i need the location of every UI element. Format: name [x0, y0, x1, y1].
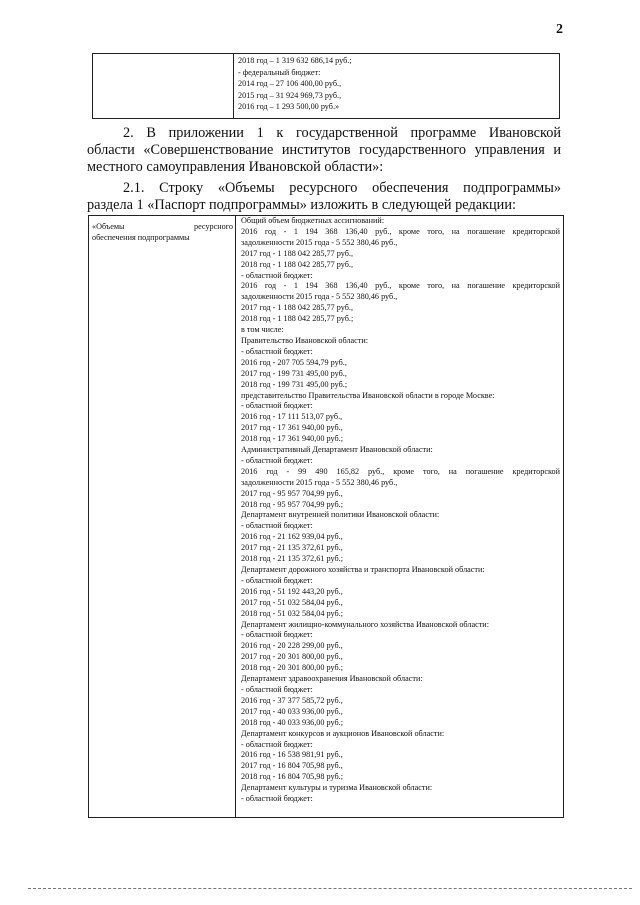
top-table-line: 2015 год – 31 924 969,73 руб.,	[238, 90, 342, 100]
paragraph-amendment-2	[87, 125, 561, 176]
budget-line: 2018 год - 1 188 042 285,77 руб.,	[241, 259, 354, 269]
paragraph-line: области «Совершенствование институтов государственного управления и	[87, 142, 561, 158]
budget-line: 2016 год - 99 490 165,82 руб., кроме того, на погашение кредиторской	[241, 466, 560, 476]
page-number: 2	[556, 22, 563, 37]
paragraph-line: 2.1. Строку «Объемы ресурсного обеспечения подпрограммы»	[123, 180, 561, 196]
budget-line: - областной бюджет:	[241, 521, 313, 531]
resource-label-cell	[89, 216, 236, 818]
budget-line: 2016 год - 20 228 299,00 руб.,	[241, 641, 343, 651]
budget-line: 2017 год - 51 032 584,04 руб.,	[241, 597, 343, 607]
budget-line: задолженности 2015 года - 5 552 380,46 руб.,	[241, 477, 398, 487]
budget-line: 2016 год - 1 194 368 136,40 руб., кроме того, на погашение кредиторской	[241, 226, 560, 236]
footer-scan-line	[28, 888, 632, 889]
budget-line: 2017 год - 21 135 372,61 руб.,	[241, 543, 343, 553]
resource-label-line1	[92, 221, 233, 232]
budget-line: Департамент внутренней политики Ивановской области:	[241, 510, 440, 520]
resource-content-cell	[236, 216, 564, 818]
budget-line: 2016 год - 51 192 443,20 руб.,	[241, 586, 343, 596]
budget-line: 2016 год - 21 162 939,04 руб.,	[241, 532, 343, 542]
budget-line: Общий объем бюджетных ассигнований:	[241, 216, 385, 225]
budget-line: 2018 год - 20 301 800,00 руб.;	[241, 663, 344, 673]
budget-line: 2017 год - 16 804 705,98 руб.,	[241, 761, 343, 771]
budget-line: задолженности 2015 года - 5 552 380,46 руб.,	[241, 292, 398, 302]
budget-line: Департамент конкурсов и аукционов Ивановской области:	[241, 728, 445, 738]
paragraph-amendment-2-1	[87, 180, 561, 214]
budget-line: - областной бюджет:	[241, 455, 313, 465]
budget-line: - областной бюджет:	[241, 346, 313, 356]
top-table-line: 2016 год – 1 293 500,00 руб.»	[238, 102, 340, 112]
budget-line: 2018 год - 21 135 372,61 руб.;	[241, 554, 344, 564]
budget-line: 2017 год - 20 301 800,00 руб.,	[241, 652, 343, 662]
budget-line: - областной бюджет:	[241, 684, 313, 694]
budget-line: Правительство Ивановской области:	[241, 335, 369, 345]
top-table-line: 2018 год – 1 319 632 686,14 руб.;	[238, 56, 352, 65]
budget-line: 2017 год - 95 957 704,99 руб.,	[241, 488, 343, 498]
budget-line: в том числе:	[241, 325, 284, 335]
budget-line: 2017 год - 1 188 042 285,77 руб.,	[241, 248, 354, 258]
resource-label-word: ресурсного	[193, 222, 233, 231]
budget-line: Департамент культуры и туризма Ивановской области:	[241, 783, 433, 793]
budget-line: 2016 год - 207 705 594,79 руб.,	[241, 357, 347, 367]
budget-line: 2018 год - 199 731 495,00 руб.;	[241, 379, 348, 389]
budget-line: 2016 год - 1 194 368 136,40 руб., кроме того, на погашение кредиторской	[241, 281, 560, 291]
budget-line: 2018 год - 40 033 936,00 руб.;	[241, 717, 344, 727]
budget-line: Департамент дорожного хозяйства и транспорта Ивановской области:	[241, 565, 485, 574]
top-table-line: 2014 год – 27 106 400,00 руб.,	[238, 79, 342, 89]
budget-line: 2016 год - 17 111 513,07 руб.,	[241, 412, 343, 422]
budget-line: 2016 год - 16 538 981,91 руб.,	[241, 750, 343, 760]
top-continuation-table	[92, 53, 560, 119]
budget-line: представительство Правительства Ивановской области в городе Москве:	[241, 390, 495, 400]
top-table-line: - федеральный бюджет:	[238, 67, 321, 77]
budget-line: 2017 год - 40 033 936,00 руб.,	[241, 706, 343, 716]
budget-line: задолженности 2015 года - 5 552 380,46 руб.,	[241, 237, 398, 247]
paragraph-line: местного самоуправления Ивановской области»:	[87, 159, 384, 175]
budget-line: 2017 год - 199 731 495,00 руб.,	[241, 368, 347, 378]
budget-line: 2018 год - 95 957 704,99 руб.;	[241, 499, 344, 509]
budget-line: - областной бюджет:	[241, 739, 313, 749]
top-table-label-cell	[93, 54, 234, 119]
budget-line: 2018 год - 1 188 042 285,77 руб.;	[241, 314, 354, 324]
budget-line: - областной бюджет:	[241, 401, 313, 411]
budget-line: 2016 год - 37 377 585,72 руб.,	[241, 695, 343, 705]
budget-line: - областной бюджет:	[241, 270, 313, 280]
budget-line: 2018 год - 16 804 705,98 руб.;	[241, 772, 344, 782]
resource-provision-table	[88, 215, 564, 818]
paragraph-line: раздела 1 «Паспорт подпрограммы» изложить в следующей редакции:	[87, 197, 516, 213]
paragraph-line: 2. В приложении 1 к государственной программе Ивановской	[123, 125, 561, 141]
budget-line: - областной бюджет:	[241, 575, 313, 585]
budget-line: Департамент жилищно-коммунального хозяйства Ивановской области:	[241, 619, 489, 629]
budget-line: 2018 год - 51 032 584,04 руб.;	[241, 608, 344, 618]
top-table-content-cell	[234, 54, 560, 119]
budget-line: - областной бюджет:	[241, 630, 313, 640]
budget-line: Департамент здравоохранения Ивановской области:	[241, 674, 423, 684]
budget-line: 2017 год - 1 188 042 285,77 руб.,	[241, 303, 354, 313]
budget-line: Административный Департамент Ивановской области:	[241, 445, 433, 455]
resource-label-word: «Объемы	[92, 222, 125, 231]
budget-line: - областной бюджет:	[241, 794, 313, 804]
budget-line: 2017 год - 17 361 940,00 руб.,	[241, 423, 343, 433]
budget-line: 2018 год - 17 361 940,00 руб.;	[241, 434, 344, 444]
resource-label-line2: обеспечения подпрограммы	[92, 233, 190, 242]
